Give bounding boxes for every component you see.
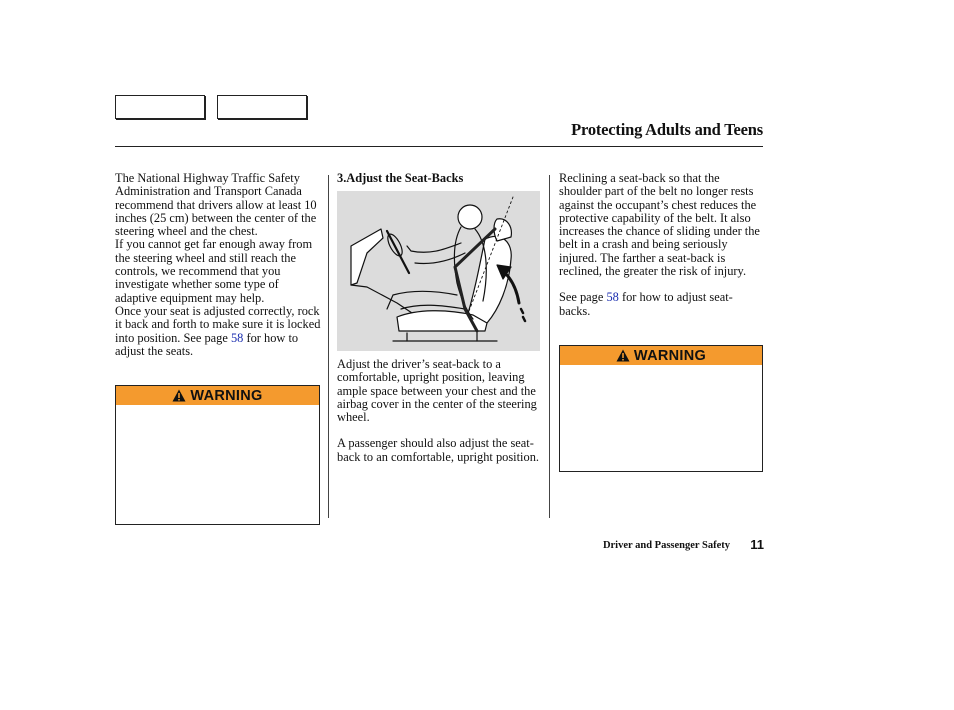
page-link-58[interactable]: 58: [606, 290, 619, 305]
col1-paragraph-3: Once your seat is adjusted correctly, rock it back and forth to make sure it is locked into position. See page 58 for how to adjust the seats.: [115, 303, 321, 358]
col1-paragraph-2: If you cannot get far enough away from the steering wheel and still reach the controls, we recommend that you investigate whether some type of adaptive equipment may help.: [115, 237, 313, 305]
warning-triangle-icon: [172, 389, 186, 402]
column-2-heading-wrap: [337, 172, 542, 185]
warning-label: WARNING: [190, 387, 263, 404]
section-heading: 3.Adjust the Seat-Backs: [337, 171, 464, 185]
column-1: [115, 172, 321, 358]
col1-paragraph-1: The National Highway Traffic Safety Administration and Transport Canada recommend that drivers allow at least 10 inches (25 cm) between the center of the steering wheel and the chest.: [115, 171, 317, 239]
warning-box-left: [115, 385, 320, 525]
warning-box-right: [559, 345, 763, 472]
nav-tab-1[interactable]: [115, 95, 205, 119]
col3-paragraph-2: See page 58 for how to adjust seat-backs.: [559, 290, 733, 318]
warning-header: [560, 346, 762, 365]
warning-triangle-icon: [616, 349, 630, 362]
seat-back-illustration: [337, 191, 540, 351]
nav-tab-2[interactable]: [217, 95, 307, 119]
column-divider-1: [328, 175, 329, 518]
page-link-58[interactable]: 58: [230, 330, 244, 345]
page-title: Protecting Adults and Teens: [571, 120, 763, 139]
page-number: 11: [750, 537, 764, 552]
title-divider: [115, 146, 763, 147]
footer-section-label: Driver and Passenger Safety: [602, 540, 730, 551]
col2-paragraph-2: A passenger should also adjust the seat-back to an comfortable, upright position.: [337, 436, 539, 464]
seat-diagram-image: [337, 191, 540, 351]
col3-paragraph-1: Reclining a seat-back so that the shoulder part of the belt no longer rests against the occupant’s chest reduces the protective capability of the belt. It also increases the chance of sliding under the belt in a crash and being seriously injured. The farther a seat-back is reclined, the greater the risk of injury.: [559, 171, 760, 279]
column-divider-2: [549, 175, 550, 518]
warning-header: [116, 386, 319, 405]
warning-label: WARNING: [633, 347, 707, 364]
col2-paragraph-1: Adjust the driver’s seat-back to a comfortable, upright position, leaving ample space between your chest and the airbag cover in the center of the steering wheel.: [337, 357, 537, 425]
column-2: [337, 358, 540, 464]
column-3: [559, 172, 764, 318]
